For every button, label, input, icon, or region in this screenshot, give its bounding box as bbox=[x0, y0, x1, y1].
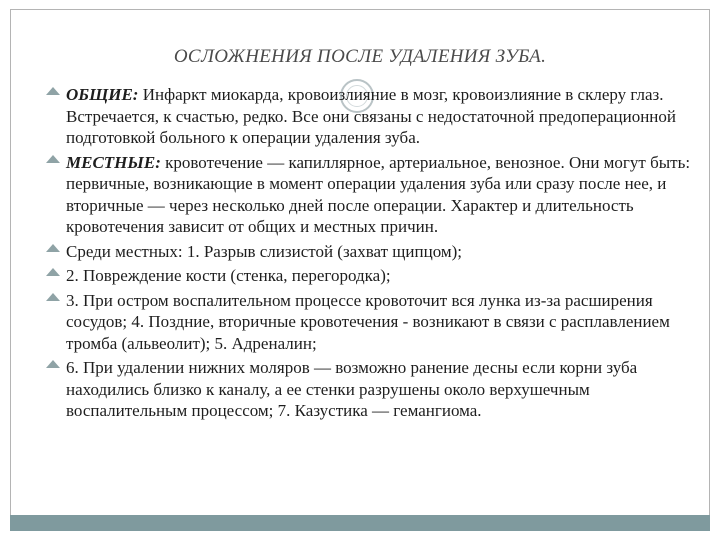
bottom-accent-bar bbox=[10, 515, 710, 531]
bullet-triangle-icon bbox=[46, 87, 60, 95]
slide-title: ОСЛОЖНЕНИЯ ПОСЛЕ УДАЛЕНИЯ ЗУБА. bbox=[173, 46, 547, 67]
bullet-item-general bbox=[46, 84, 702, 149]
bullet-item-molars bbox=[46, 357, 702, 422]
bullet-triangle-icon bbox=[46, 268, 60, 276]
bullet-text: 2. Повреждение кости (стенка, перегородка); bbox=[66, 266, 391, 285]
bullet-lead: ОБЩИЕ: bbox=[66, 85, 139, 104]
bullet-text: кровотечение — капиллярное, артериальное, венозное. Они могут быть: первичные, возникающие в момент операции удаления зуба или сразу после нее, и вторичные — через несколько дней после операции. Характер и длительность кровотечения зависит от общих и местных причин. bbox=[66, 152, 691, 236]
bullet-triangle-icon bbox=[46, 244, 60, 252]
bullet-item-inflammation bbox=[46, 290, 702, 355]
bullet-triangle-icon bbox=[46, 360, 60, 368]
bullet-item-local-causes bbox=[46, 241, 702, 263]
bullet-triangle-icon bbox=[46, 155, 60, 163]
bullet-lead: МЕСТНЫЕ: bbox=[66, 152, 161, 172]
bullet-text: Инфаркт миокарда, кровоизлияние в мозг, кровоизлияние в склеру глаз. Встречается, к счастью, редко. Все они связаны с недостаточной предоперационной подготовкой больного к операции удаления зуба. bbox=[66, 85, 676, 147]
bullet-text: Среди местных: 1. Разрыв слизистой (захват щипцом); bbox=[66, 241, 463, 261]
bullet-list bbox=[46, 84, 702, 425]
bullet-text: 6. При удалении нижних моляров — возможно ранение десны если корни зуба находились близко к каналу, а ее стенки разрушены около верхушечным воспалительным процессом; 7. Казустика — гемангиома. bbox=[66, 358, 638, 420]
bullet-text: 3. При остром воспалительном процессе кровоточит вся лунка из-за расширения сосудов; 4. Поздние, вторичные кровотечения - возникают в связи с расплавлением тромба (альвеолит); 5. Адреналин; bbox=[66, 290, 670, 353]
bullet-item-bone-damage bbox=[46, 265, 702, 287]
bullet-item-local bbox=[46, 152, 702, 238]
bullet-triangle-icon bbox=[46, 293, 60, 301]
